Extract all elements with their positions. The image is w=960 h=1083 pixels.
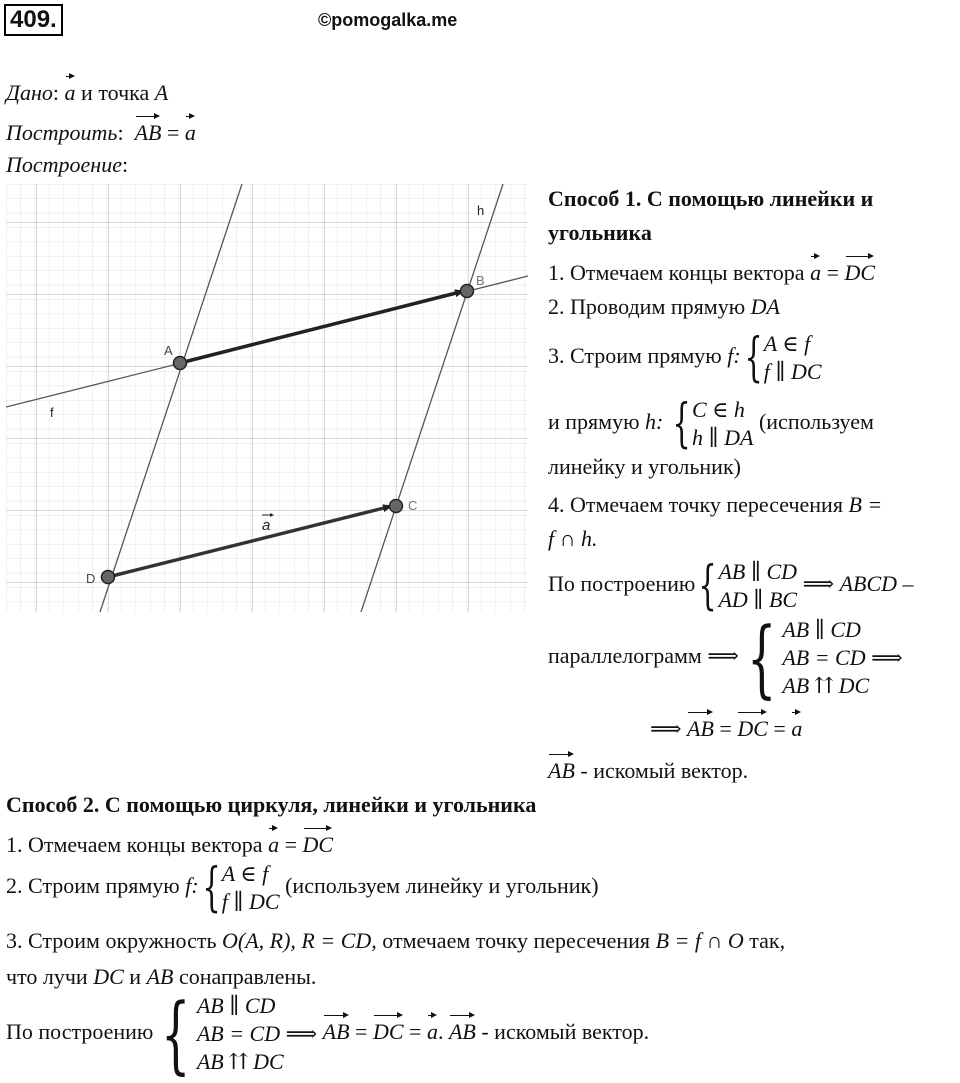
method1-proof-system: { AB ∥ CD AD ∥ BC <box>698 556 798 616</box>
method1-step4 <box>548 490 882 520</box>
method1-step1-text: 1. Отмечаем концы вектора <box>548 260 805 285</box>
method1-step3-text: 3. Строим прямую <box>548 343 722 369</box>
method1-final-dc: DC <box>737 710 768 744</box>
method1-step3 <box>548 330 822 386</box>
method1-para <box>548 609 903 707</box>
method2-answer-text: - искомый вектор. <box>481 1019 650 1045</box>
method2-step3-tail: так, <box>749 928 786 953</box>
method1-final-a: a <box>791 710 802 744</box>
method1-step3b-line2: линейку и угольник) <box>548 454 741 479</box>
method1-proof-result: ⟹ ABCD – <box>802 571 914 597</box>
method1-final <box>650 710 802 744</box>
given-line: Дано: a и точка A <box>6 74 168 108</box>
method2-step3-text: 3. Строим окружность <box>6 928 217 953</box>
method2-step3-expr: B = f ∩ O <box>655 928 744 953</box>
copyright: ©pomogalka.me <box>318 10 458 30</box>
method2-step1 <box>6 826 333 860</box>
label-b: B <box>476 273 485 288</box>
method2-step2-row2: f ∥ DC <box>221 889 280 914</box>
method1-title-2: угольника <box>548 220 652 245</box>
method1-answer <box>548 752 748 786</box>
method1-para-row3: AB ⇈ DC <box>782 673 870 698</box>
construct-line: Построить: AB = a <box>6 114 196 148</box>
method1-proof-row2: AD ∥ BC <box>718 587 798 612</box>
grid-major <box>6 184 528 612</box>
construction-label-line: Построение: <box>6 152 129 177</box>
method1-final-eq2: = <box>773 716 786 741</box>
construction-label: Построение <box>6 152 122 177</box>
method1-para-text: параллелограмм ⟹ <box>548 643 739 669</box>
method2-step1-vec-dc: DC <box>303 826 334 860</box>
method1-answer-text: - искомый вектор. <box>580 758 749 783</box>
method1-para-system: { AB ∥ CD AB = CD ⟹ AB ⇈ DC <box>746 609 903 707</box>
point-b <box>461 285 474 298</box>
method1-final-arrow: ⟹ <box>650 716 682 741</box>
method2-step3-ab: AB <box>146 964 174 989</box>
method1-step3b-system: { C ∈ h h ∥ DA <box>672 394 754 454</box>
method1-step3-row2: f ∥ DC <box>763 359 822 384</box>
task-number: 409. <box>4 4 63 36</box>
method2-step2-tail: (используем линейку и угольник) <box>285 873 599 899</box>
method2-answer-vec: AB <box>449 1013 476 1047</box>
method1-step3b-row2: h ∥ DA <box>691 425 754 450</box>
method2-step2-system: { A ∈ f f ∥ DC <box>202 858 280 918</box>
method2-proof-text: По построению <box>6 1019 154 1045</box>
method1-step3b-text: и прямую <box>548 409 640 435</box>
method1-step1-vec-a: a <box>810 254 821 288</box>
method2-step2-row1: A ∈ f <box>221 861 269 886</box>
label-a: A <box>164 343 173 358</box>
method2-step3-and: и <box>129 964 142 989</box>
label-d: D <box>86 571 96 586</box>
method1-step2-line: DA <box>750 294 780 319</box>
method1-title-1: Способ 1. С помощью линейки и <box>548 186 874 211</box>
method1-proof <box>548 558 914 614</box>
method2-proof-system: { AB ∥ CD AB = CD ⟹ AB ⇈ DC <box>161 985 318 1083</box>
method2-step3-mid: отмечаем точку пересечения <box>382 928 651 953</box>
method1-step3-system: { A ∈ f f ∥ DC <box>744 328 822 388</box>
method1-step3b-tail: (используем <box>758 409 874 435</box>
method1-answer-vec: AB <box>548 752 575 786</box>
construction-figure <box>6 184 528 612</box>
point-a <box>174 357 187 370</box>
method1-step3b <box>548 396 874 452</box>
method2-step1-vec-a: a <box>268 826 279 860</box>
method1-proof-row1: AB ∥ CD <box>718 559 798 584</box>
given-text: и точка <box>81 80 150 105</box>
method2-step3 <box>6 926 785 956</box>
label-h: h <box>477 203 485 218</box>
given-label: Дано <box>6 80 53 105</box>
given-point: A <box>154 80 169 105</box>
method1-final-ab: AB <box>687 710 714 744</box>
method2-proof-dc: DC <box>373 1013 404 1047</box>
construct-rhs: a <box>185 114 196 148</box>
construct-eq: = <box>166 120 180 145</box>
method2-proof-row2: AB = CD ⟹ <box>196 1021 318 1046</box>
method2-step1-text: 1. Отмечаем концы вектора <box>6 832 263 857</box>
method2-step3-end: сонаправлены. <box>178 964 317 989</box>
method2-step3-dc: DC <box>93 964 124 989</box>
method2-proof-a: a <box>427 1013 438 1047</box>
method1-step3-row1: A ∈ f <box>763 331 811 356</box>
point-d <box>102 571 115 584</box>
method2-proof-row1: AB ∥ CD <box>196 993 276 1018</box>
label-c: C <box>408 498 418 513</box>
label-f: f <box>50 405 54 420</box>
method1-step4-text: 4. Отмечаем точку пересечения <box>548 492 843 517</box>
method1-proof-text: По построению <box>548 571 696 597</box>
method1-step4-eq: B = <box>848 492 883 517</box>
method2-proof-ab: AB <box>323 1013 350 1047</box>
method2-step2 <box>6 860 599 916</box>
construct-label: Построить <box>6 120 118 145</box>
method2-proof <box>6 985 650 1083</box>
method2-step1-eq: = <box>284 832 297 857</box>
method2-proof-dot: . <box>437 1019 444 1045</box>
method1-step2-text: 2. Проводим прямую <box>548 294 746 319</box>
method1-step2 <box>548 292 780 322</box>
given-vector: a <box>65 74 76 108</box>
label-vector-a: a <box>262 517 271 534</box>
method1-step3-f: f: <box>727 343 741 369</box>
method1-step1 <box>548 254 875 288</box>
method1-para-row2: AB = CD ⟹ <box>782 645 903 670</box>
point-c <box>390 500 403 513</box>
method2-step3-line2-a: что лучи <box>6 964 88 989</box>
method2-proof-row3: AB ⇈ DC <box>196 1049 284 1074</box>
method2-step2-f: f: <box>185 873 199 899</box>
method1-step1-vec-dc: DC <box>845 254 876 288</box>
method2-proof-eq1: = <box>355 1019 368 1045</box>
method1-step4-expr: f ∩ h. <box>548 526 598 551</box>
construct-lhs: AB <box>135 114 162 148</box>
method1-step3b-h: h: <box>645 409 664 435</box>
method2-proof-eq2: = <box>409 1019 422 1045</box>
method1-step3b-row1: C ∈ h <box>691 397 745 422</box>
method1-para-row1: AB ∥ CD <box>782 617 861 642</box>
method1-final-eq1: = <box>719 716 732 741</box>
method2-step2-text: 2. Строим прямую <box>6 873 180 899</box>
method1-step1-eq: = <box>826 260 839 285</box>
method2-title: Способ 2. С помощью циркуля, линейки и угольника <box>6 792 537 817</box>
method2-step3-circle: O(A, R), R = CD, <box>222 928 377 953</box>
